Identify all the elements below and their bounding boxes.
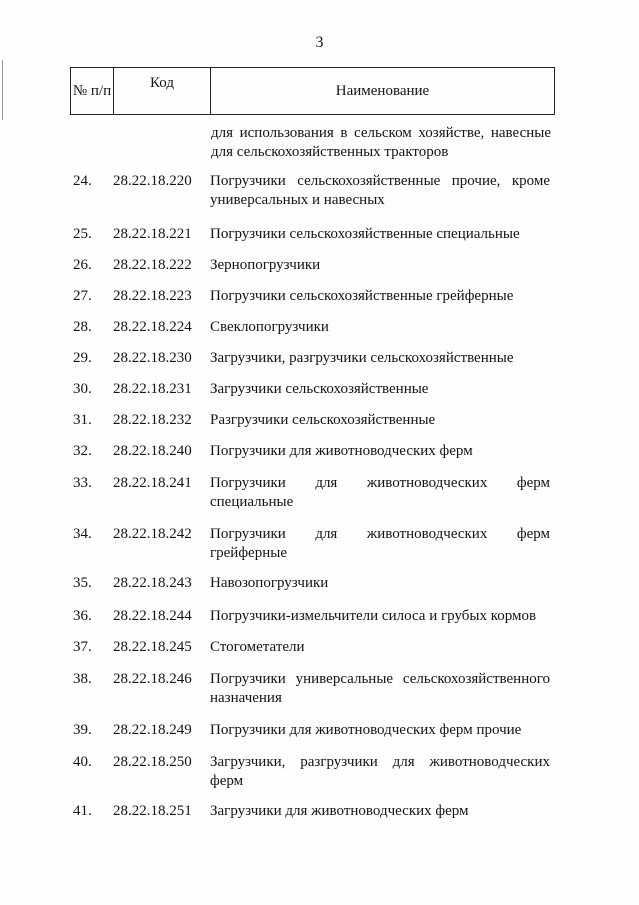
- row-name: [210, 172, 550, 210]
- header-name: Наименование: [335, 82, 430, 99]
- row-name: [210, 474, 550, 512]
- row-number: 28.: [73, 319, 92, 335]
- row-code: 28.22.18.249: [113, 722, 192, 738]
- row-name-line: Погрузчики сельскохозяйственные специальные: [210, 226, 520, 242]
- row-name: [210, 574, 550, 593]
- row-number: 24.: [73, 173, 92, 189]
- row-number: 25.: [73, 226, 92, 242]
- row-name-line: назначения: [210, 690, 282, 706]
- row-name: [210, 411, 550, 430]
- row-name-line: Зернопогрузчики: [210, 257, 321, 273]
- row-code: 28.22.18.222: [113, 257, 192, 273]
- row-code: 28.22.18.243: [113, 575, 192, 591]
- row-name: [210, 753, 550, 791]
- row-code: 28.22.18.246: [113, 671, 192, 687]
- row-code: 28.22.18.223: [113, 288, 192, 304]
- row-name-line: Погрузчики сельскохозяйственные прочие, кроме: [210, 173, 550, 189]
- row-code: 28.22.18.241: [113, 475, 192, 491]
- header-code: Код: [114, 68, 211, 114]
- page-number: 3: [315, 34, 324, 51]
- row-number: 37.: [73, 639, 92, 655]
- row-code: 28.22.18.240: [113, 443, 192, 459]
- row-name-line: ферм: [210, 773, 244, 789]
- row-code: 28.22.18.231: [113, 381, 192, 397]
- row-name: [210, 802, 550, 821]
- row-code: 28.22.18.245: [113, 639, 192, 655]
- row-name-line: Загрузчики, разгрузчики сельскохозяйственные: [210, 350, 514, 366]
- header-num: № п/п: [71, 68, 114, 114]
- row-number: 41.: [73, 803, 92, 819]
- row-number: 32.: [73, 443, 92, 459]
- row-code: 28.22.18.230: [113, 350, 192, 366]
- row-number: 30.: [73, 381, 92, 397]
- row-number: 35.: [73, 575, 92, 591]
- row-name: [210, 670, 550, 708]
- row-number: 36.: [73, 608, 92, 624]
- row-name: [210, 525, 550, 563]
- row-number: 40.: [73, 754, 92, 770]
- scan-margin-mark: [2, 60, 3, 120]
- continuation-text: для использования в сельском хозяйстве, навесные для сельскохозяйственных тракторов: [211, 125, 551, 160]
- row-name-line: Стогометатели: [210, 639, 305, 655]
- row-code: 28.22.18.244: [113, 608, 192, 624]
- row-name-line: Загрузчики, разгрузчики для животноводческих: [210, 754, 550, 770]
- row-name-line: грейферные: [210, 545, 287, 561]
- row-number: 29.: [73, 350, 92, 366]
- row-code: 28.22.18.251: [113, 803, 192, 819]
- row-name-line: специальные: [210, 494, 294, 510]
- row-name-line: Погрузчики для животноводческих ферм: [210, 526, 550, 542]
- row-number: 27.: [73, 288, 92, 304]
- table-header: [70, 67, 555, 115]
- row-name: [210, 380, 550, 399]
- row-number: 26.: [73, 257, 92, 273]
- row-code: 28.22.18.224: [113, 319, 192, 335]
- row-number: 39.: [73, 722, 92, 738]
- row-name-line: Погрузчики для животноводческих ферм: [210, 475, 550, 491]
- row-code: 28.22.18.250: [113, 754, 192, 770]
- row-name-line: Разгрузчики сельскохозяйственные: [210, 412, 436, 428]
- row-name-line: Погрузчики-измельчители силоса и грубых кормов: [210, 608, 537, 624]
- row-name: [210, 256, 550, 275]
- row-name: [210, 442, 550, 461]
- row-code: 28.22.18.221: [113, 226, 192, 242]
- row-name-line: Погрузчики для животноводческих ферм прочие: [210, 722, 522, 738]
- row-number: 34.: [73, 526, 92, 542]
- row-name-line: Загрузчики для животноводческих ферм: [210, 803, 469, 819]
- row-code: 28.22.18.220: [113, 173, 192, 189]
- row-number: 38.: [73, 671, 92, 687]
- row-name: [210, 349, 550, 368]
- row-name: [210, 607, 550, 626]
- row-code: 28.22.18.232: [113, 412, 192, 428]
- row-name-line: Погрузчики для животноводческих ферм: [210, 443, 473, 459]
- row-number: 31.: [73, 412, 92, 428]
- row-name: [210, 721, 550, 740]
- row-name-line: Свеклопогрузчики: [210, 319, 329, 335]
- row-number: 33.: [73, 475, 92, 491]
- row-name: [210, 318, 550, 337]
- row-name: [210, 287, 550, 306]
- row-name-line: Погрузчики сельскохозяйственные грейферные: [210, 288, 514, 304]
- row-name-line: универсальных и навесных: [210, 192, 385, 208]
- row-name-line: Навозопогрузчики: [210, 575, 329, 591]
- row-code: 28.22.18.242: [113, 526, 192, 542]
- row-name-line: Загрузчики сельскохозяйственные: [210, 381, 429, 397]
- row-name-line: Погрузчики универсальные сельскохозяйственного: [210, 671, 550, 687]
- row-name: [210, 225, 550, 244]
- row-name: [210, 638, 550, 657]
